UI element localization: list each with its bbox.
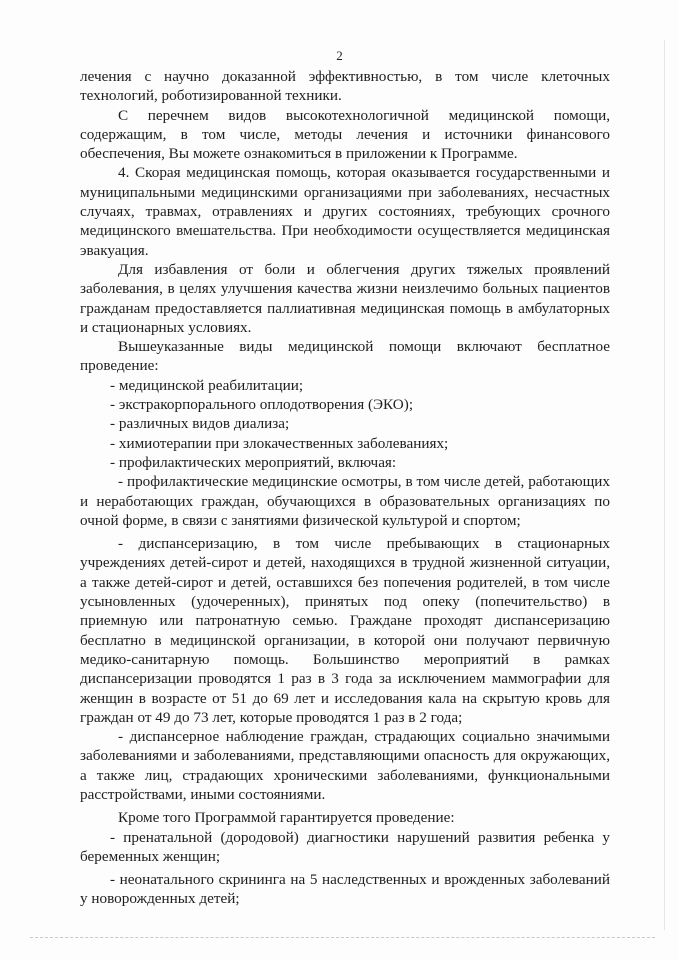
list-item-neonatal-screening: - неонатального скрининга на 5 наследственных и врожденных заболеваний у новорожденных детей; <box>80 871 610 908</box>
paragraph-high-tech-list: С перечнем видов высокотехнологичной медицинской помощи, содержащим, в том числе, методы лечения и источники финансового обеспечения, Вы можете ознакомиться в приложении к Программе. <box>80 106 610 163</box>
list-item-rehabilitation: - медицинской реабилитации; <box>110 376 304 394</box>
paragraph-palliative-care: Для избавления от боли и облегчения других тяжелых проявлений заболевания, в целях улучшения качества жизни неизлечимо больных пациентов гражданам предоставляется паллиативная медицинская помощь в амбулаторных и стационарных условиях. <box>80 260 610 336</box>
list-item-ivf: - экстракорпорального оплодотворения (ЭКО); <box>110 396 414 414</box>
scan-edge-line <box>30 937 655 938</box>
page-number: 2 <box>336 48 343 63</box>
list-item-preventive-exams: - профилактические медицинские осмотры, в том числе детей, работающих и неработающих граждан, обучающихся в образовательных организациях по очной форме, в связи с занятиями физической культурой и спортом; <box>80 473 610 529</box>
scan-edge-line-right <box>664 40 665 930</box>
list-item-chemotherapy: - химиотерапии при злокачественных заболеваниях; <box>110 434 449 452</box>
list-item-dispensarization: - диспансеризацию, в том числе пребывающих в стационарных учреждениях детей-сирот и детей, находящихся в трудной жизненной ситуации, а также детей-сирот и детей, оставшихся без попечения родителей, в том числе усыновленных (удочеренных), принятых под опеку (попечительство) в приемную или патронатную семью. Граждане проходят диспансеризацию бесплатно в медицинской организации, в которой они получают первичную медико-санитарную помощь. Большинство мероприятий в рамках диспансеризации проводятся 1 раз в 3 года за исключением маммографии для женщин в возрасте от 51 до 69 лет и исследования кала на скрытую кровь для граждан от 49 до 73 лет, которые проводятся 1 раз в 2 года; <box>80 535 610 726</box>
paragraph-program-guarantees: Кроме того Программой гарантируется проведение: <box>118 809 455 827</box>
paragraph-treatment-continuation: лечения с научно доказанной эффективностью, в том числе клеточных технологий, роботизированной техники. <box>80 68 610 105</box>
list-item-dialysis: - различных видов диализа; <box>110 415 290 433</box>
list-item-preventive-measures: - профилактических мероприятий, включая: <box>110 453 397 471</box>
paragraph-emergency-care: 4. Скорая медицинская помощь, которая оказывается государственными и муниципальными медицинскими организациями при заболеваниях, несчастных случаях, травмах, отравлениях и других состояниях, требующих срочного медицинского вмешательства. При необходимости осуществляется медицинская эвакуация. <box>80 164 610 259</box>
list-item-prenatal-diagnostics: - пренатальной (дородовой) диагностики нарушений развития ребенка у беременных женщин; <box>80 828 610 865</box>
list-item-dispensary-observation: - диспансерное наблюдение граждан, страдающих социально значимыми заболеваниями и заболеваниями, представляющими опасность для окружающих, а также лиц, страдающих хроническими заболеваниями, функциональными расстройствами, иными состояниями. <box>80 728 610 803</box>
document-body <box>80 67 610 909</box>
paragraph-free-services-intro: Вышеуказанные виды медицинской помощи включают бесплатное проведение: <box>80 338 610 375</box>
